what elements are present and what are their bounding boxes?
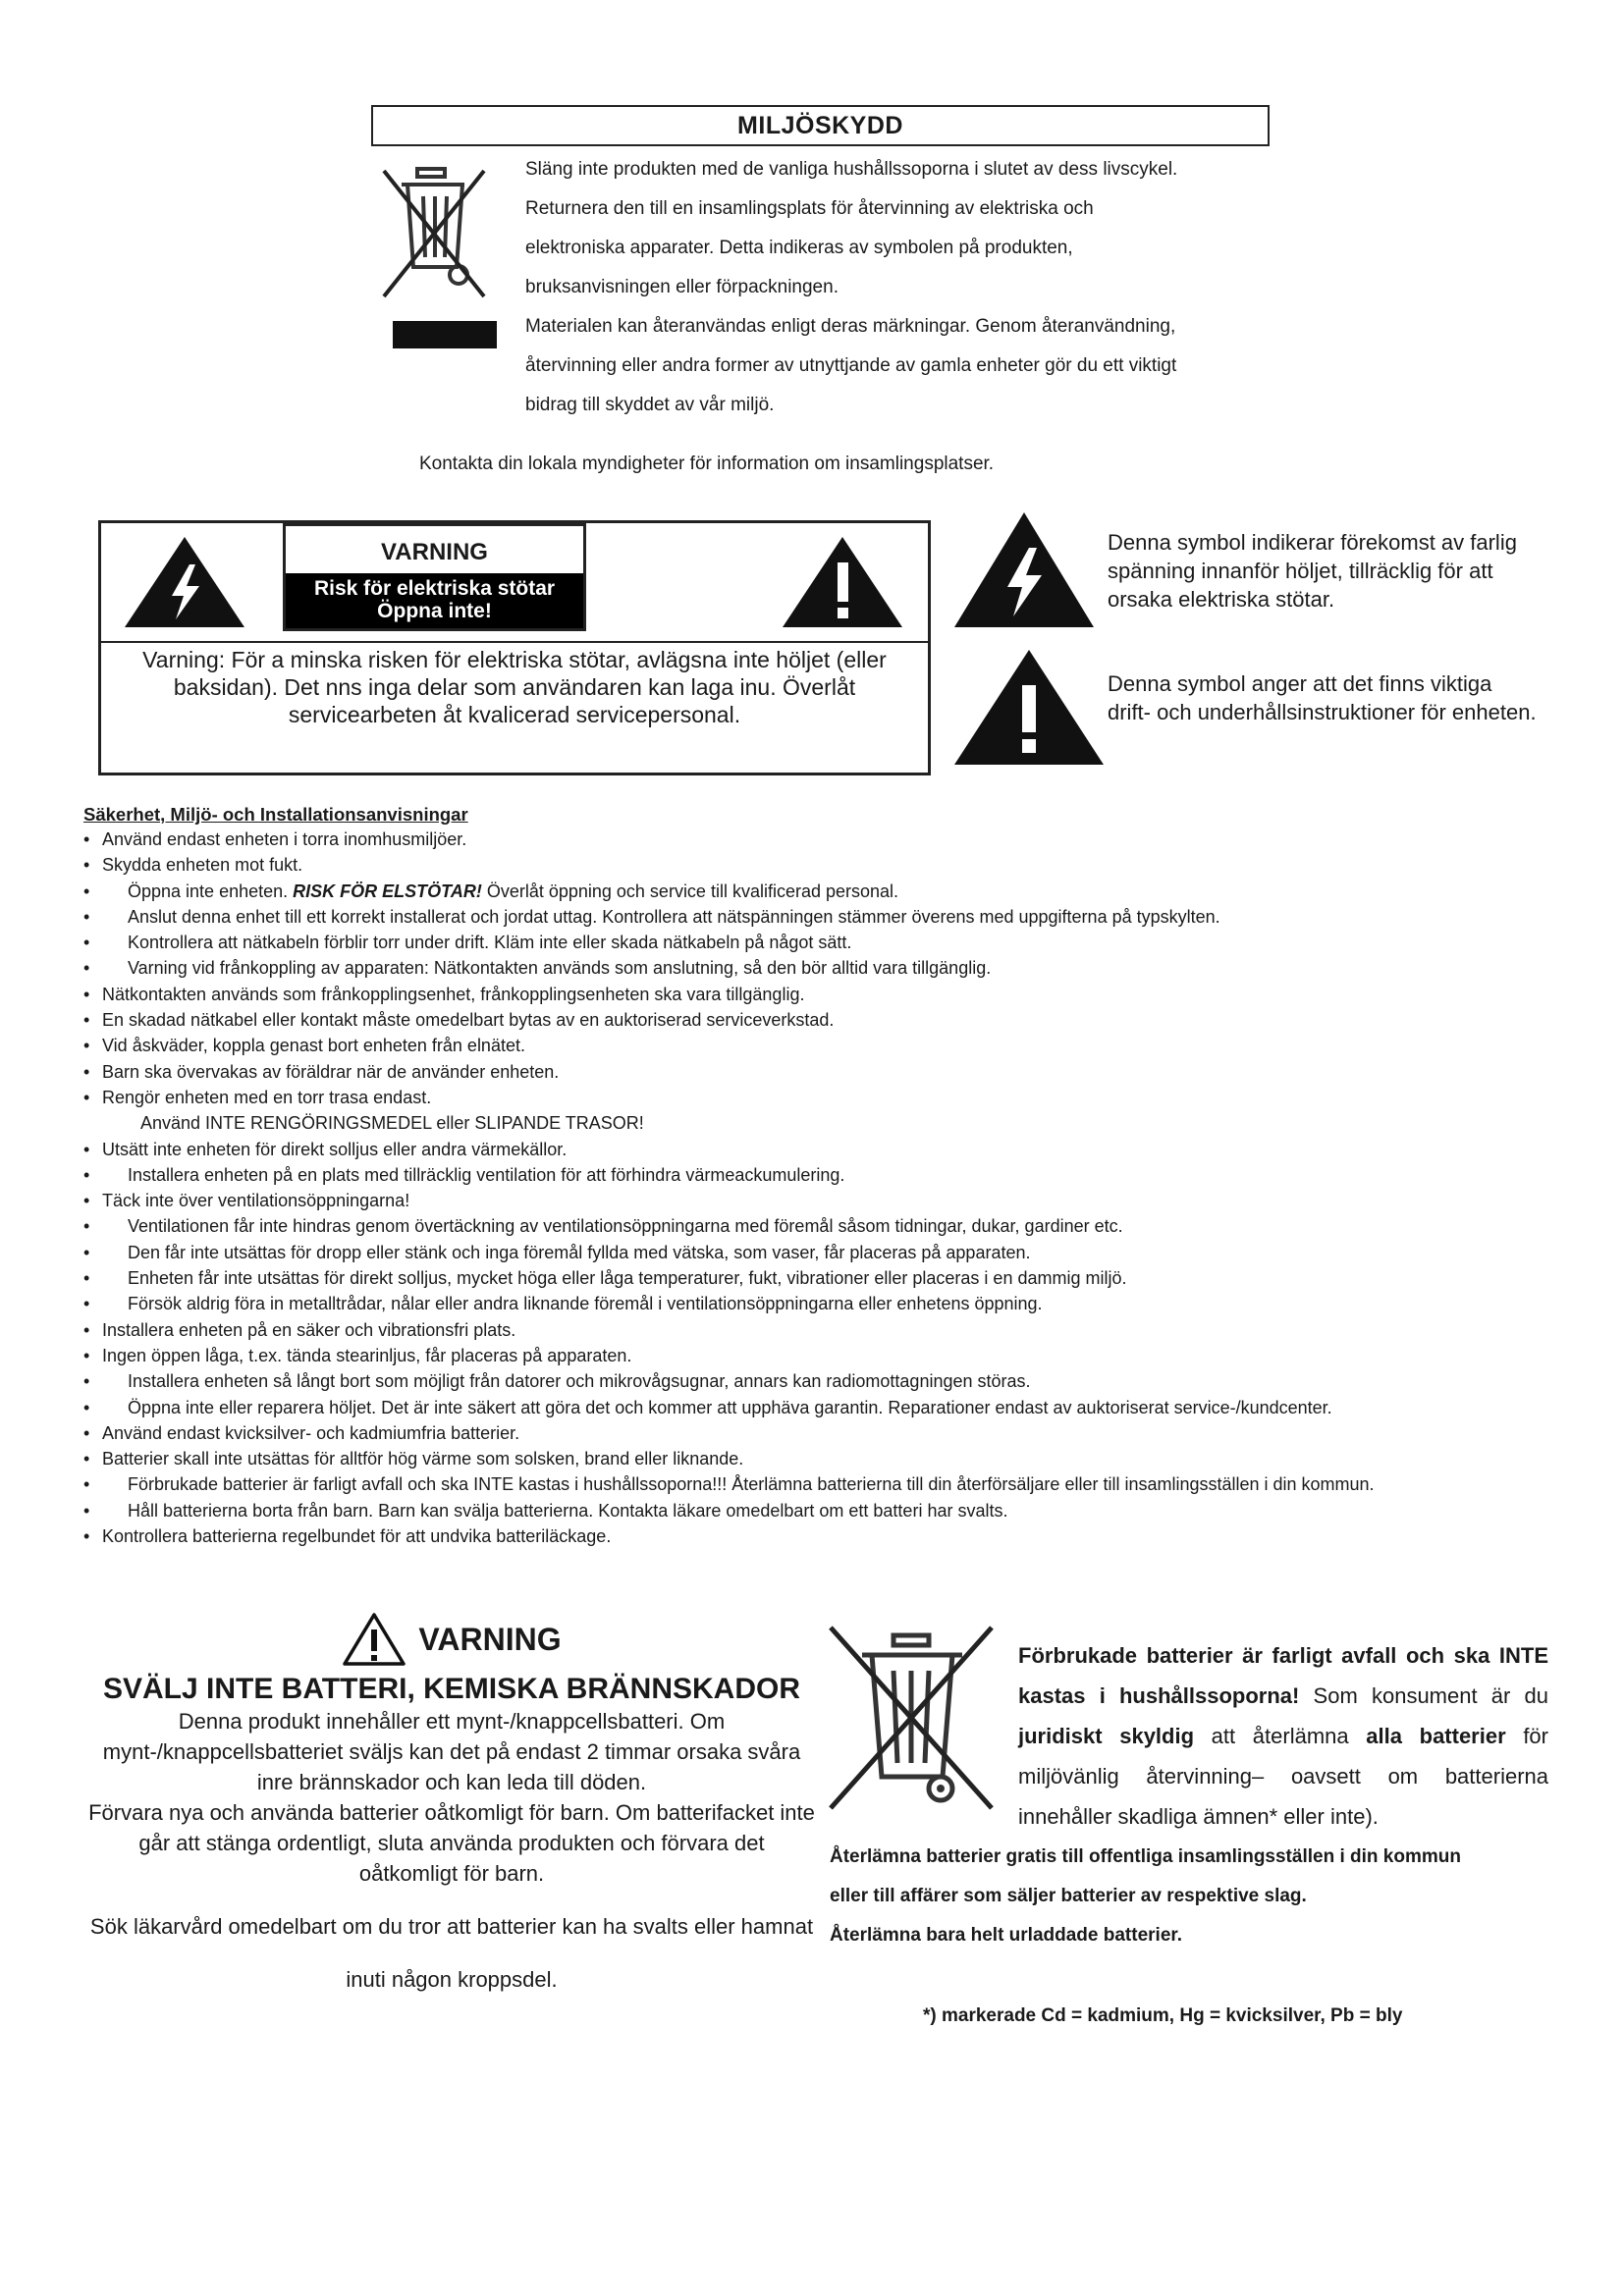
instructions-symbol-text: Denna symbol anger att det finns viktiga drift- och underhållsinstruktioner för enheten.: [1108, 671, 1537, 724]
warning-divider: [101, 641, 928, 643]
warning-label-line: Öppna inte!: [377, 600, 492, 622]
warning-label-title: VARNING: [286, 526, 583, 573]
environment-title: MILJÖSKYDD: [371, 105, 1270, 146]
high-voltage-triangle-icon: [950, 508, 1098, 631]
safety-heading: Säkerhet, Miljö- och Installationsanvisningar: [83, 804, 468, 825]
safety-item: • Barn ska övervakas av föräldrar när de använder enheten.: [83, 1061, 560, 1082]
safety-item: • Ingen öppen låga, t.ex. tända stearinljus, får placeras på apparaten.: [83, 1345, 632, 1365]
exclamation-triangle-icon: [950, 646, 1108, 769]
environment-text: [525, 155, 1272, 430]
environment-line: bidrag till skyddet av vår miljö.: [525, 395, 775, 415]
warning-triangle-icon: [342, 1612, 406, 1667]
safety-item: • Utsätt inte enheten för direkt solljus eller andra värmekällor.: [83, 1139, 568, 1159]
battery-footnote: *) markerade Cd = kadmium, Hg = kvicksilver, Pb = bly: [923, 2005, 1403, 2026]
battery-warning-paragraph: Sök läkarvård omedelbart om du tror att batterier kan ha svalts eller hamnat inuti någon kroppsdel.: [89, 1914, 814, 1992]
safety-item: • Använd endast kvicksilver- och kadmiumfria batterier.: [83, 1422, 520, 1443]
environment-contact: Kontakta din lokala myndigheter för information om insamlingsplatser.: [419, 454, 995, 474]
safety-item: • Installera enheten på en säker och vibrationsfri plats.: [83, 1319, 516, 1340]
safety-item: • Nätkontakten används som frånkopplingsenhet, frånkopplingsenheten ska vara tillgänglig.: [83, 984, 805, 1004]
safety-item: • Rengör enheten med en torr trasa endast.: [83, 1087, 432, 1107]
warning-label-black: [286, 573, 583, 628]
battery-return-line: Återlämna bara helt urladdade batterier.: [830, 1925, 1183, 1946]
battery-recycling-text: Förbrukade batterier är farligt avfall och ska INTE kastas i hushållssoporna! Som konsument är du juridiskt skyldig att återlämna alla batterier för miljövänlig återvinning– oavsett om batterierna innehåller skadliga ämnen* eller inte).: [1018, 1643, 1548, 1829]
safety-item: • Håll batterierna borta från barn. Barn kan svälja batterierna. Kontakta läkare omedelbart om ett batteri har svalts.: [83, 1500, 1008, 1521]
environment-line: Släng inte produkten med de vanliga hushållssoporna i slutet av dess livscykel.: [525, 159, 1178, 180]
battery-warning: [88, 1610, 815, 2006]
exclamation-triangle-icon: [779, 533, 906, 631]
safety-item: • Ventilationen får inte hindras genom övertäckning av ventilationsöppningarna med föremål såsom tidningar, dukar, gardiner etc.: [83, 1216, 1123, 1237]
safety-item: • Täck inte över ventilationsöppningarna!: [83, 1191, 410, 1211]
high-voltage-triangle-icon: [121, 533, 248, 631]
safety-item: • Enheten får inte utsättas för direkt solljus, mycket höga eller låga temperaturer, fukt, vibrationer eller placeras i en dammig miljö.: [83, 1268, 1127, 1289]
environment-line: återvinning eller andra former av utnyttjande av gamla enheter gör du ett viktigt: [525, 355, 1177, 376]
safety-item: • Installera enheten så långt bort som möjligt från datorer och mikrovågsugnar, annars kan radiomottagningen störas.: [83, 1371, 1031, 1392]
warning-label: [283, 523, 586, 631]
environment-line: bruksanvisningen eller förpackningen.: [525, 277, 839, 297]
safety-item: • Öppna inte enheten. RISK FÖR ELSTÖTAR! Överlåt öppning och service till kvalificerad personal.: [83, 881, 899, 901]
battery-warning-headline: SVÄLJ INTE BATTERI, KEMISKA BRÄNNSKADOR: [102, 1673, 801, 1705]
voltage-symbol-text: Denna symbol indikerar förekomst av farlig spänning innanför höljet, tillräcklig för att orsaka elektriska stötar.: [1108, 530, 1517, 612]
safety-item: • Installera enheten på en plats med tillräcklig ventilation för att förhindra värmeackumulering.: [83, 1164, 845, 1185]
battery-return-info: [830, 1838, 1576, 1955]
warning-label-line: Risk för elektriska stötar: [313, 577, 556, 600]
crossed-bin-icon: [823, 1620, 1000, 1816]
warning-caption: Varning: För a minska risken för elektriska stötar, avlägsna inte höljet (eller baksidan). Det nns inga delar som användaren kan laga inu. Överlåt servicearbeten åt kvalicerad servicepersonal.: [142, 647, 887, 727]
safety-item: • Batterier skall inte utsättas för alltför hög värme som solsken, brand eller liknande.: [83, 1449, 744, 1469]
environment-line: elektroniska apparater. Detta indikeras av symbolen på produkten,: [525, 238, 1073, 258]
safety-item: • Kontrollera att nätkabeln förblir torr under drift. Kläm inte eller skada nätkabeln på något sätt.: [83, 933, 852, 953]
safety-item: • Skydda enheten mot fukt.: [83, 855, 303, 876]
warning-box: [98, 520, 931, 775]
safety-item: • Försök aldrig föra in metalltrådar, nålar eller andra liknande föremål i ventilationsöppningarna eller enhetens öppning.: [83, 1294, 1043, 1314]
safety-item: • Anslut denna enhet till ett korrekt installerat och jordat uttag. Kontrollera att nätspänningen stämmer överens med uppgifterna på typskylten.: [83, 906, 1220, 927]
battery-warning-paragraph: Denna produkt innehåller ett mynt-/knappcellsbatteri. Om mynt-/knappcellsbatteriet sväljs kan det på endast 2 timmar orsaka svåra inre brännskador och kan leda till döden.: [102, 1709, 801, 1794]
safety-item: • Den får inte utsättas för dropp eller stänk och inga föremål fyllda med vätska, som vaser, får placeras på apparaten.: [83, 1242, 1031, 1262]
battery-warning-paragraph: Förvara nya och använda batterier oåtkomligt för barn. Om batterifacket inte går att stänga ordentligt, sluta använda produkten och förvara det oåtkomligt för barn.: [88, 1800, 815, 1886]
battery-return-line: eller till affärer som säljer batterier av respektive slag.: [830, 1886, 1307, 1906]
safety-item: • En skadad nätkabel eller kontakt måste omedelbart bytas av en auktoriserad serviceverkstad.: [83, 1010, 835, 1031]
battery-warning-title: VARNING: [418, 1621, 562, 1657]
safety-item: • Varning vid frånkoppling av apparaten: Nätkontakten används som anslutning, så den bör alltid vara tillgänglig.: [83, 958, 992, 979]
risk-warning: RISK FÖR ELSTÖTAR!: [293, 881, 482, 901]
battery-return-line: Återlämna batterier gratis till offentliga insamlingsställen i din kommun: [830, 1846, 1461, 1867]
safety-item: Använd INTE RENGÖRINGSMEDEL eller SLIPANDE TRASOR!: [140, 1113, 644, 1134]
environment-line: Materialen kan återanvändas enligt deras märkningar. Genom återanvändning,: [525, 316, 1176, 337]
safety-item: • Öppna inte eller reparera höljet. Det är inte säkert att göra det och kommer att upphäva garantin. Reparationer endast av auktoriserat service-/kundcenter.: [83, 1397, 1332, 1417]
safety-section: [83, 803, 1566, 1549]
battery-warning-title-row: [88, 1610, 815, 1669]
safety-item: • Kontrollera batterierna regelbundet för att undvika batteriläckage.: [83, 1526, 612, 1547]
environment-line: Returnera den till en insamlingsplats för återvinning av elektriska och: [525, 198, 1094, 219]
safety-item: • Vid åskväder, koppla genast bort enheten från elnätet.: [83, 1036, 525, 1056]
black-bar: [393, 321, 497, 348]
safety-item: • Använd endast enheten i torra inomhusmiljöer.: [83, 829, 467, 849]
crossed-bin-icon: [378, 165, 491, 302]
safety-item: • Förbrukade batterier är farligt avfall och ska INTE kastas i hushållssoporna!!! Återlämna batterierna till din återförsäljare eller till insamlingsställen i din kommun.: [83, 1474, 1375, 1495]
